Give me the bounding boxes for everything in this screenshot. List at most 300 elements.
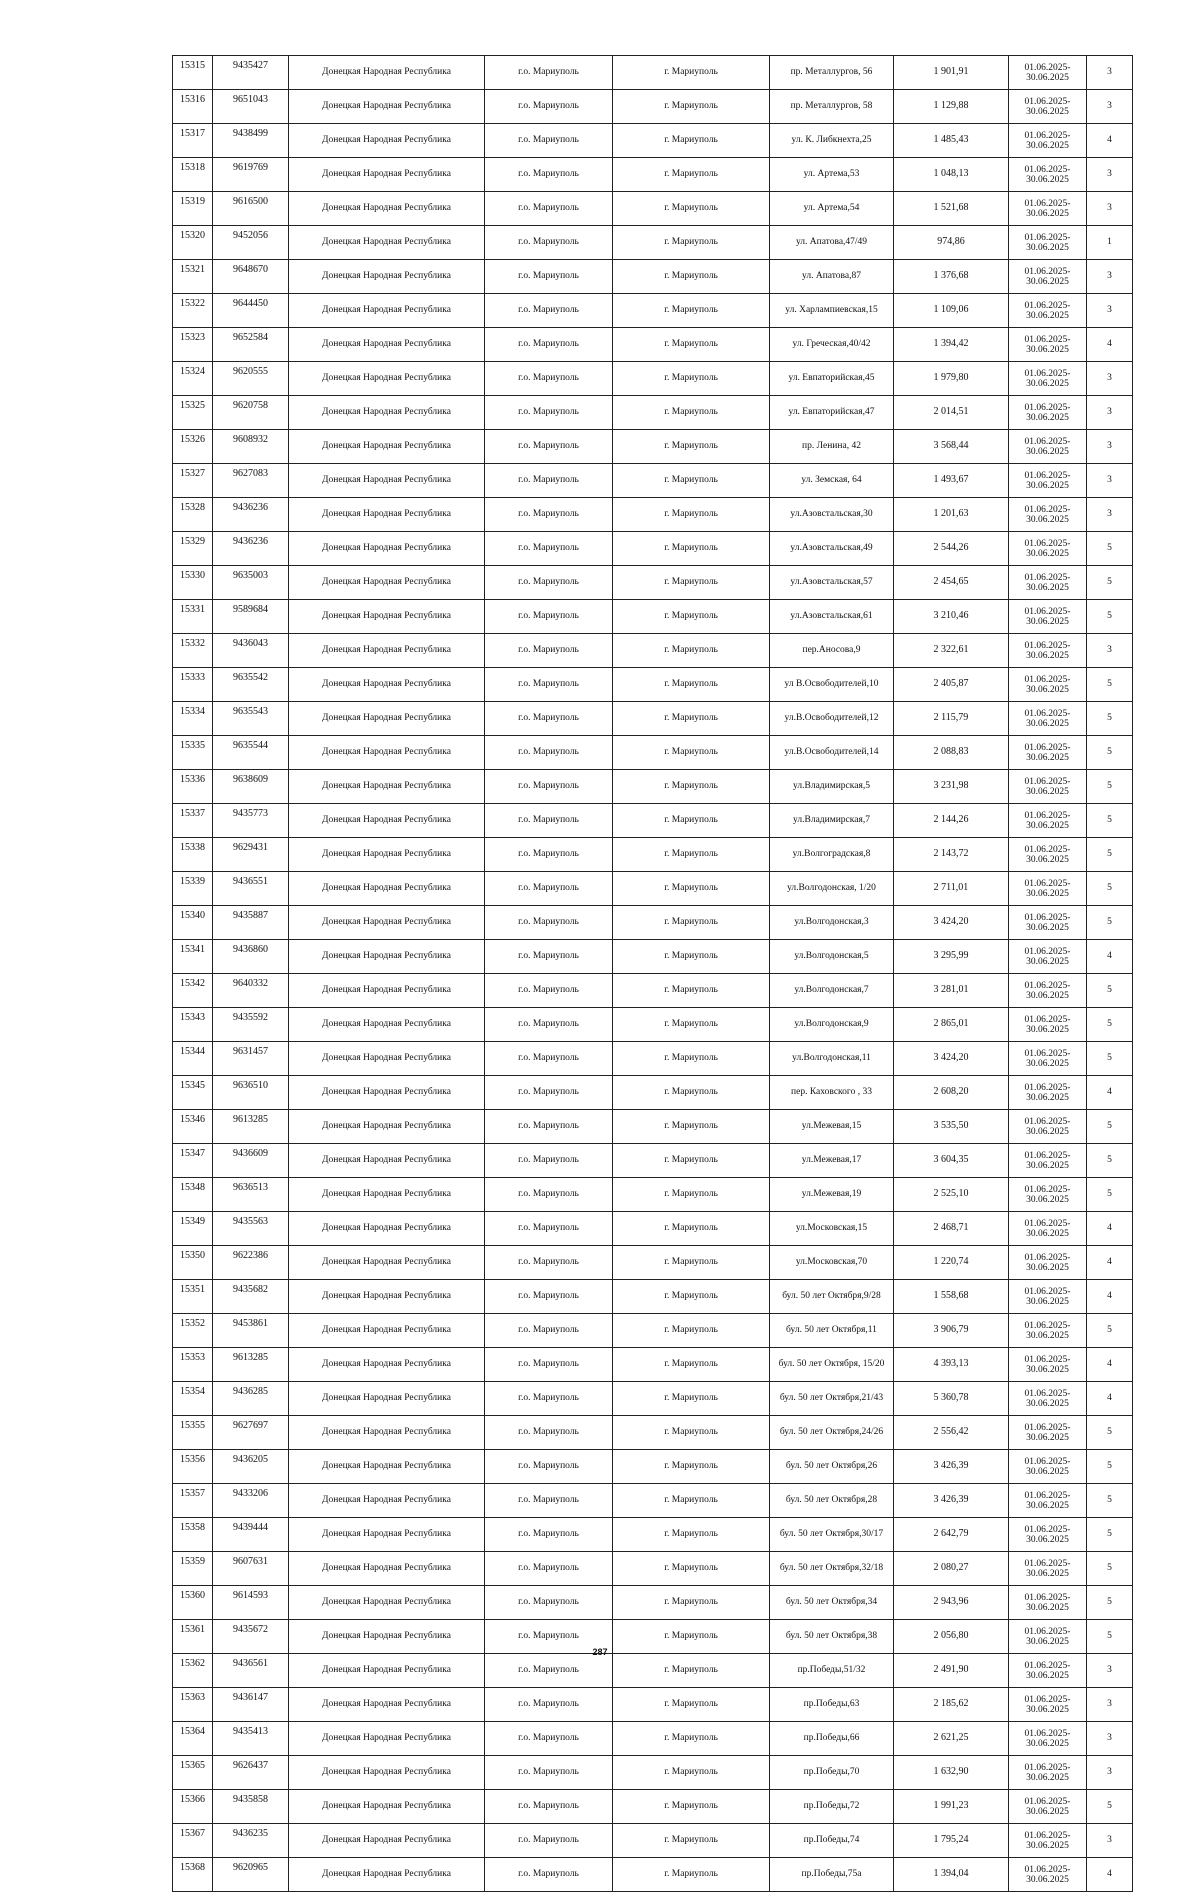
district-cell: г.о. Мариуполь: [485, 1654, 613, 1688]
amount-cell: 1 558,68: [894, 1280, 1009, 1314]
count-cell: 3: [1087, 294, 1133, 328]
account-code-cell: 9433206: [213, 1484, 289, 1518]
district-cell: г.о. Мариуполь: [485, 1178, 613, 1212]
district-cell: г.о. Мариуполь: [485, 1416, 613, 1450]
table-row: [173, 1824, 1133, 1858]
address-cell: ул. Артема,53: [770, 158, 894, 192]
district-cell: г.о. Мариуполь: [485, 1722, 613, 1756]
table-row: [173, 770, 1133, 804]
account-code-cell: 9635544: [213, 736, 289, 770]
region-cell: Донецкая Народная Республика: [289, 906, 485, 940]
account-code-cell: 9631457: [213, 1042, 289, 1076]
account-code-cell: 9435887: [213, 906, 289, 940]
account-code-cell: 9635543: [213, 702, 289, 736]
region-cell: Донецкая Народная Республика: [289, 1178, 485, 1212]
district-cell: г.о. Мариуполь: [485, 1382, 613, 1416]
count-cell: 4: [1087, 124, 1133, 158]
amount-cell: 2 014,51: [894, 396, 1009, 430]
row-number-cell: 15352: [173, 1314, 213, 1348]
district-cell: г.о. Мариуполь: [485, 532, 613, 566]
address-cell: ул. Евпаторийская,47: [770, 396, 894, 430]
district-cell: г.о. Мариуполь: [485, 906, 613, 940]
period-cell: 01.06.2025-30.06.2025: [1009, 634, 1087, 668]
row-number-cell: 15324: [173, 362, 213, 396]
district-cell: г.о. Мариуполь: [485, 1824, 613, 1858]
account-code-cell: 9608932: [213, 430, 289, 464]
district-cell: г.о. Мариуполь: [485, 90, 613, 124]
region-cell: Донецкая Народная Республика: [289, 1416, 485, 1450]
count-cell: 5: [1087, 600, 1133, 634]
row-number-cell: 15320: [173, 226, 213, 260]
region-cell: Донецкая Народная Республика: [289, 736, 485, 770]
account-code-cell: 9435682: [213, 1280, 289, 1314]
address-cell: ул.Азовстальская,57: [770, 566, 894, 600]
district-cell: г.о. Мариуполь: [485, 328, 613, 362]
amount-cell: 1 376,68: [894, 260, 1009, 294]
period-cell: 01.06.2025-30.06.2025: [1009, 430, 1087, 464]
region-cell: Донецкая Народная Республика: [289, 498, 485, 532]
count-cell: 4: [1087, 1246, 1133, 1280]
count-cell: 5: [1087, 1314, 1133, 1348]
period-cell: 01.06.2025-30.06.2025: [1009, 1722, 1087, 1756]
region-cell: Донецкая Народная Республика: [289, 56, 485, 90]
count-cell: 5: [1087, 566, 1133, 600]
address-cell: ул.Азовстальская,61: [770, 600, 894, 634]
city-cell: г. Мариуполь: [613, 56, 770, 90]
period-cell: 01.06.2025-30.06.2025: [1009, 1518, 1087, 1552]
count-cell: 3: [1087, 1824, 1133, 1858]
table-row: [173, 226, 1133, 260]
amount-cell: 3 535,50: [894, 1110, 1009, 1144]
region-cell: Донецкая Народная Республика: [289, 362, 485, 396]
region-cell: Донецкая Народная Республика: [289, 1348, 485, 1382]
period-cell: 01.06.2025-30.06.2025: [1009, 600, 1087, 634]
amount-cell: 1 632,90: [894, 1756, 1009, 1790]
address-cell: ул.Азовстальская,30: [770, 498, 894, 532]
region-cell: Донецкая Народная Республика: [289, 1484, 485, 1518]
period-cell: 01.06.2025-30.06.2025: [1009, 1484, 1087, 1518]
address-cell: пр.Победы,75а: [770, 1858, 894, 1892]
address-cell: ул. К. Либкнехта,25: [770, 124, 894, 158]
table-row: [173, 1348, 1133, 1382]
period-cell: 01.06.2025-30.06.2025: [1009, 668, 1087, 702]
address-cell: пер. Каховского , 33: [770, 1076, 894, 1110]
count-cell: 3: [1087, 56, 1133, 90]
address-cell: пр. Металлургов, 56: [770, 56, 894, 90]
table-row: [173, 804, 1133, 838]
region-cell: Донецкая Народная Республика: [289, 1824, 485, 1858]
table-row: [173, 566, 1133, 600]
city-cell: г. Мариуполь: [613, 634, 770, 668]
region-cell: Донецкая Народная Республика: [289, 532, 485, 566]
district-cell: г.о. Мариуполь: [485, 1042, 613, 1076]
city-cell: г. Мариуполь: [613, 1144, 770, 1178]
city-cell: г. Мариуполь: [613, 1416, 770, 1450]
amount-cell: 2 544,26: [894, 532, 1009, 566]
region-cell: Донецкая Народная Республика: [289, 838, 485, 872]
address-cell: ул.Волгодонская,11: [770, 1042, 894, 1076]
account-code-cell: 9435672: [213, 1620, 289, 1654]
account-code-cell: 9435427: [213, 56, 289, 90]
district-cell: г.о. Мариуполь: [485, 396, 613, 430]
period-cell: 01.06.2025-30.06.2025: [1009, 362, 1087, 396]
address-cell: пр.Победы,74: [770, 1824, 894, 1858]
amount-cell: 1 048,13: [894, 158, 1009, 192]
count-cell: 5: [1087, 1416, 1133, 1450]
region-cell: Донецкая Народная Республика: [289, 634, 485, 668]
table-row: [173, 634, 1133, 668]
table-row: [173, 294, 1133, 328]
district-cell: г.о. Мариуполь: [485, 1280, 613, 1314]
city-cell: г. Мариуполь: [613, 668, 770, 702]
region-cell: Донецкая Народная Республика: [289, 1212, 485, 1246]
address-cell: ул В.Освободителей,10: [770, 668, 894, 702]
count-cell: 3: [1087, 260, 1133, 294]
district-cell: г.о. Мариуполь: [485, 974, 613, 1008]
address-cell: бул. 50 лет Октября,21/43: [770, 1382, 894, 1416]
period-cell: 01.06.2025-30.06.2025: [1009, 1348, 1087, 1382]
period-cell: 01.06.2025-30.06.2025: [1009, 464, 1087, 498]
count-cell: 3: [1087, 1722, 1133, 1756]
period-cell: 01.06.2025-30.06.2025: [1009, 770, 1087, 804]
address-cell: пр. Металлургов, 58: [770, 90, 894, 124]
account-code-cell: 9435563: [213, 1212, 289, 1246]
count-cell: 1: [1087, 226, 1133, 260]
address-cell: бул. 50 лет Октября,38: [770, 1620, 894, 1654]
period-cell: 01.06.2025-30.06.2025: [1009, 1382, 1087, 1416]
city-cell: г. Мариуполь: [613, 770, 770, 804]
district-cell: г.о. Мариуполь: [485, 566, 613, 600]
amount-cell: 2 115,79: [894, 702, 1009, 736]
count-cell: 4: [1087, 1382, 1133, 1416]
table-row: [173, 906, 1133, 940]
period-cell: 01.06.2025-30.06.2025: [1009, 226, 1087, 260]
row-number-cell: 15355: [173, 1416, 213, 1450]
period-cell: 01.06.2025-30.06.2025: [1009, 702, 1087, 736]
period-cell: 01.06.2025-30.06.2025: [1009, 804, 1087, 838]
city-cell: г. Мариуполь: [613, 1042, 770, 1076]
row-number-cell: 15354: [173, 1382, 213, 1416]
address-cell: ул. Артема,54: [770, 192, 894, 226]
row-number-cell: 15321: [173, 260, 213, 294]
amount-cell: 974,86: [894, 226, 1009, 260]
amount-cell: 2 144,26: [894, 804, 1009, 838]
region-cell: Донецкая Народная Республика: [289, 940, 485, 974]
amount-cell: 1 109,06: [894, 294, 1009, 328]
period-cell: 01.06.2025-30.06.2025: [1009, 1824, 1087, 1858]
city-cell: г. Мариуполь: [613, 1280, 770, 1314]
table-row: [173, 1790, 1133, 1824]
account-code-cell: 9627083: [213, 464, 289, 498]
region-cell: Донецкая Народная Республика: [289, 1722, 485, 1756]
district-cell: г.о. Мариуполь: [485, 1008, 613, 1042]
row-number-cell: 15318: [173, 158, 213, 192]
account-code-cell: 9436561: [213, 1654, 289, 1688]
period-cell: 01.06.2025-30.06.2025: [1009, 974, 1087, 1008]
amount-cell: 1 201,63: [894, 498, 1009, 532]
account-code-cell: 9453861: [213, 1314, 289, 1348]
address-cell: ул.Волгодонская,3: [770, 906, 894, 940]
address-cell: бул. 50 лет Октября,11: [770, 1314, 894, 1348]
account-code-cell: 9436860: [213, 940, 289, 974]
region-cell: Донецкая Народная Республика: [289, 192, 485, 226]
region-cell: Донецкая Народная Республика: [289, 872, 485, 906]
district-cell: г.о. Мариуполь: [485, 668, 613, 702]
period-cell: 01.06.2025-30.06.2025: [1009, 1858, 1087, 1892]
account-code-cell: 9652584: [213, 328, 289, 362]
district-cell: г.о. Мариуполь: [485, 600, 613, 634]
region-cell: Донецкая Народная Республика: [289, 1858, 485, 1892]
count-cell: 5: [1087, 770, 1133, 804]
region-cell: Донецкая Народная Республика: [289, 1756, 485, 1790]
amount-cell: 1 485,43: [894, 124, 1009, 158]
count-cell: 5: [1087, 804, 1133, 838]
table-row: [173, 668, 1133, 702]
row-number-cell: 15339: [173, 872, 213, 906]
address-cell: ул. Греческая,40/42: [770, 328, 894, 362]
amount-cell: 2 454,65: [894, 566, 1009, 600]
city-cell: г. Мариуполь: [613, 838, 770, 872]
district-cell: г.о. Мариуполь: [485, 1790, 613, 1824]
count-cell: 5: [1087, 974, 1133, 1008]
amount-cell: 3 426,39: [894, 1450, 1009, 1484]
table-row: [173, 1280, 1133, 1314]
row-number-cell: 15334: [173, 702, 213, 736]
period-cell: 01.06.2025-30.06.2025: [1009, 1756, 1087, 1790]
account-code-cell: 9616500: [213, 192, 289, 226]
account-code-cell: 9635542: [213, 668, 289, 702]
count-cell: 5: [1087, 1042, 1133, 1076]
count-cell: 3: [1087, 396, 1133, 430]
district-cell: г.о. Мариуполь: [485, 158, 613, 192]
count-cell: 4: [1087, 1858, 1133, 1892]
period-cell: 01.06.2025-30.06.2025: [1009, 736, 1087, 770]
account-code-cell: 9436236: [213, 498, 289, 532]
row-number-cell: 15316: [173, 90, 213, 124]
table-row: [173, 1314, 1133, 1348]
count-cell: 5: [1087, 1450, 1133, 1484]
period-cell: 01.06.2025-30.06.2025: [1009, 872, 1087, 906]
count-cell: 5: [1087, 1518, 1133, 1552]
address-cell: ул.Владимирская,7: [770, 804, 894, 838]
address-cell: ул.Волгодонская,9: [770, 1008, 894, 1042]
count-cell: 5: [1087, 838, 1133, 872]
address-cell: ул. Земская, 64: [770, 464, 894, 498]
count-cell: 5: [1087, 1178, 1133, 1212]
district-cell: г.о. Мариуполь: [485, 702, 613, 736]
row-number-cell: 15365: [173, 1756, 213, 1790]
district-cell: г.о. Мариуполь: [485, 634, 613, 668]
period-cell: 01.06.2025-30.06.2025: [1009, 294, 1087, 328]
account-code-cell: 9435773: [213, 804, 289, 838]
count-cell: 5: [1087, 1620, 1133, 1654]
account-code-cell: 9620965: [213, 1858, 289, 1892]
table-row: [173, 192, 1133, 226]
city-cell: г. Мариуполь: [613, 498, 770, 532]
count-cell: 5: [1087, 1790, 1133, 1824]
count-cell: 4: [1087, 940, 1133, 974]
row-number-cell: 15329: [173, 532, 213, 566]
city-cell: г. Мариуполь: [613, 1552, 770, 1586]
account-code-cell: 9436551: [213, 872, 289, 906]
district-cell: г.о. Мариуполь: [485, 1076, 613, 1110]
period-cell: 01.06.2025-30.06.2025: [1009, 1450, 1087, 1484]
amount-cell: 1 129,88: [894, 90, 1009, 124]
count-cell: 5: [1087, 668, 1133, 702]
city-cell: г. Мариуполь: [613, 158, 770, 192]
account-code-cell: 9435858: [213, 1790, 289, 1824]
period-cell: 01.06.2025-30.06.2025: [1009, 260, 1087, 294]
city-cell: г. Мариуполь: [613, 1790, 770, 1824]
city-cell: г. Мариуполь: [613, 1314, 770, 1348]
period-cell: 01.06.2025-30.06.2025: [1009, 940, 1087, 974]
account-code-cell: 9614593: [213, 1586, 289, 1620]
account-code-cell: 9439444: [213, 1518, 289, 1552]
city-cell: г. Мариуполь: [613, 1212, 770, 1246]
address-cell: ул.Межевая,15: [770, 1110, 894, 1144]
period-cell: 01.06.2025-30.06.2025: [1009, 1042, 1087, 1076]
amount-cell: 2 556,42: [894, 1416, 1009, 1450]
row-number-cell: 15357: [173, 1484, 213, 1518]
row-number-cell: 15356: [173, 1450, 213, 1484]
city-cell: г. Мариуполь: [613, 1348, 770, 1382]
amount-cell: 3 906,79: [894, 1314, 1009, 1348]
count-cell: 4: [1087, 1212, 1133, 1246]
address-cell: бул. 50 лет Октября, 15/20: [770, 1348, 894, 1382]
account-code-cell: 9436236: [213, 532, 289, 566]
city-cell: г. Мариуполь: [613, 940, 770, 974]
count-cell: 3: [1087, 1756, 1133, 1790]
row-number-cell: 15362: [173, 1654, 213, 1688]
period-cell: 01.06.2025-30.06.2025: [1009, 498, 1087, 532]
city-cell: г. Мариуполь: [613, 294, 770, 328]
table-row: [173, 532, 1133, 566]
count-cell: 3: [1087, 362, 1133, 396]
city-cell: г. Мариуполь: [613, 566, 770, 600]
region-cell: Донецкая Народная Республика: [289, 1620, 485, 1654]
district-cell: г.о. Мариуполь: [485, 736, 613, 770]
city-cell: г. Мариуполь: [613, 702, 770, 736]
period-cell: 01.06.2025-30.06.2025: [1009, 56, 1087, 90]
city-cell: г. Мариуполь: [613, 600, 770, 634]
row-number-cell: 15317: [173, 124, 213, 158]
region-cell: Донецкая Народная Республика: [289, 294, 485, 328]
row-number-cell: 15347: [173, 1144, 213, 1178]
account-code-cell: 9619769: [213, 158, 289, 192]
address-cell: пр.Победы,66: [770, 1722, 894, 1756]
region-cell: Донецкая Народная Республика: [289, 464, 485, 498]
city-cell: г. Мариуполь: [613, 1178, 770, 1212]
city-cell: г. Мариуполь: [613, 906, 770, 940]
region-cell: Донецкая Народная Республика: [289, 1042, 485, 1076]
city-cell: г. Мариуполь: [613, 872, 770, 906]
address-cell: бул. 50 лет Октября,32/18: [770, 1552, 894, 1586]
amount-cell: 1 220,74: [894, 1246, 1009, 1280]
district-cell: г.о. Мариуполь: [485, 1144, 613, 1178]
amount-cell: 3 281,01: [894, 974, 1009, 1008]
amount-cell: 2 080,27: [894, 1552, 1009, 1586]
district-cell: г.о. Мариуполь: [485, 1450, 613, 1484]
amount-cell: 3 210,46: [894, 600, 1009, 634]
district-cell: г.о. Мариуполь: [485, 362, 613, 396]
table-row: [173, 1552, 1133, 1586]
amount-cell: 5 360,78: [894, 1382, 1009, 1416]
period-cell: 01.06.2025-30.06.2025: [1009, 566, 1087, 600]
account-code-cell: 9436285: [213, 1382, 289, 1416]
city-cell: г. Мариуполь: [613, 1586, 770, 1620]
amount-cell: 2 642,79: [894, 1518, 1009, 1552]
count-cell: 3: [1087, 464, 1133, 498]
amount-cell: 1 521,68: [894, 192, 1009, 226]
city-cell: г. Мариуполь: [613, 124, 770, 158]
row-number-cell: 15353: [173, 1348, 213, 1382]
city-cell: г. Мариуполь: [613, 1756, 770, 1790]
table-row: [173, 1450, 1133, 1484]
table-row: [173, 90, 1133, 124]
page-number: 287: [592, 1647, 608, 1657]
address-cell: пр.Победы,72: [770, 1790, 894, 1824]
count-cell: 4: [1087, 1280, 1133, 1314]
address-cell: бул. 50 лет Октября,26: [770, 1450, 894, 1484]
table-row: [173, 1144, 1133, 1178]
address-cell: ул. Апатова,87: [770, 260, 894, 294]
address-cell: ул.Азовстальская,49: [770, 532, 894, 566]
account-code-cell: 9435413: [213, 1722, 289, 1756]
district-cell: г.о. Мариуполь: [485, 464, 613, 498]
account-code-cell: 9622386: [213, 1246, 289, 1280]
amount-cell: 1 394,42: [894, 328, 1009, 362]
region-cell: Донецкая Народная Республика: [289, 158, 485, 192]
district-cell: г.о. Мариуполь: [485, 1620, 613, 1654]
table-row: [173, 1076, 1133, 1110]
table-row: [173, 396, 1133, 430]
address-cell: бул. 50 лет Октября,34: [770, 1586, 894, 1620]
address-cell: ул.Волгодонская,5: [770, 940, 894, 974]
row-number-cell: 15349: [173, 1212, 213, 1246]
account-code-cell: 9435592: [213, 1008, 289, 1042]
city-cell: г. Мариуполь: [613, 1518, 770, 1552]
amount-cell: 3 568,44: [894, 430, 1009, 464]
count-cell: 5: [1087, 1484, 1133, 1518]
district-cell: г.о. Мариуполь: [485, 498, 613, 532]
table-row: [173, 702, 1133, 736]
region-cell: Донецкая Народная Республика: [289, 430, 485, 464]
region-cell: Донецкая Народная Республика: [289, 1314, 485, 1348]
address-cell: пр.Победы,51/32: [770, 1654, 894, 1688]
count-cell: 4: [1087, 328, 1133, 362]
region-cell: Донецкая Народная Республика: [289, 1110, 485, 1144]
row-number-cell: 15338: [173, 838, 213, 872]
region-cell: Донецкая Народная Республика: [289, 1076, 485, 1110]
count-cell: 3: [1087, 430, 1133, 464]
region-cell: Донецкая Народная Республика: [289, 328, 485, 362]
row-number-cell: 15361: [173, 1620, 213, 1654]
account-code-cell: 9638609: [213, 770, 289, 804]
period-cell: 01.06.2025-30.06.2025: [1009, 158, 1087, 192]
amount-cell: 2 711,01: [894, 872, 1009, 906]
row-number-cell: 15336: [173, 770, 213, 804]
account-code-cell: 9613285: [213, 1110, 289, 1144]
region-cell: Донецкая Народная Республика: [289, 1382, 485, 1416]
city-cell: г. Мариуполь: [613, 1484, 770, 1518]
row-number-cell: 15326: [173, 430, 213, 464]
address-cell: ул.Московская,15: [770, 1212, 894, 1246]
row-number-cell: 15343: [173, 1008, 213, 1042]
period-cell: 01.06.2025-30.06.2025: [1009, 906, 1087, 940]
period-cell: 01.06.2025-30.06.2025: [1009, 1620, 1087, 1654]
period-cell: 01.06.2025-30.06.2025: [1009, 1246, 1087, 1280]
table-row: [173, 1484, 1133, 1518]
